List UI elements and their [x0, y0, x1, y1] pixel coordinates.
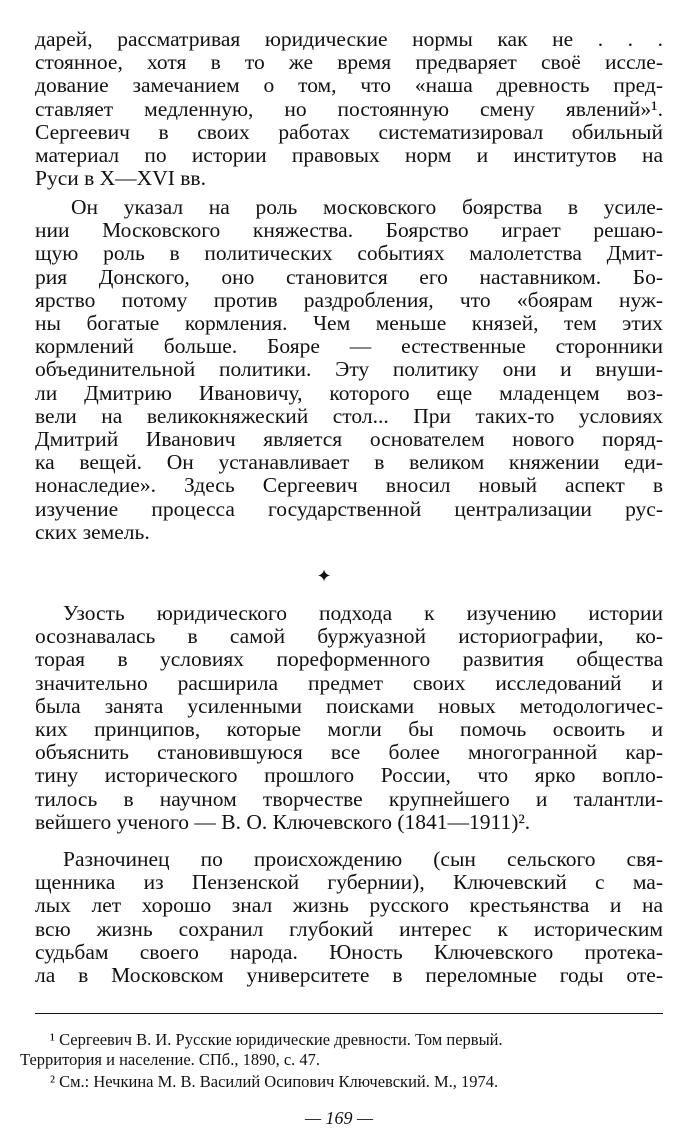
text-line: ких принципов, которые могли бы помочь освоить и — [35, 718, 663, 742]
text-line: ли Дмитрию Ивановичу, которого еще младенцем воз- — [35, 381, 663, 405]
text-line: ярство потому против раздробления, что «боярам нуж- — [35, 288, 663, 312]
text-line: щенника из Пензенской губернии), Ключевский с ма- — [35, 871, 663, 895]
text-line: рия Донского, оно становится его наставником. Бо- — [35, 265, 663, 289]
text-line: тину исторического прошлого России, что ярко вопло- — [35, 764, 663, 788]
text-line: Сергеевич в своих работах систематизировал обильный — [35, 120, 663, 144]
text-line: нонаследие». Здесь Сергеевич вносил новый аспект в — [35, 474, 663, 498]
footnote-divider — [35, 1013, 663, 1014]
text-line: всю жизнь сохранил глубокий интерес к историческим — [35, 917, 663, 941]
text-line: щую роль в политических событиях малолетства Дмит- — [35, 242, 663, 266]
text-line: нии Московского княжества. Боярство играет решаю- — [35, 219, 663, 243]
text-line: Разночинец по происхождению (сын сельского свя- — [63, 848, 663, 871]
text-line: дарей, рассматривая юридические нормы как не . . . — [35, 28, 663, 51]
text-line: кормлений больше. Бояре — естественные сторонники — [35, 335, 663, 359]
footnote-2 — [20, 1072, 663, 1092]
text-line: объяснить становившуюся все более многогранной кар- — [35, 741, 663, 765]
text-line: была занята усиленными поисками новых методологичес- — [35, 694, 663, 718]
text-line: вели на великокняжеский стол... При таких-то условиях — [35, 404, 663, 428]
text-line: ны богатые кормления. Чем меньше князей, тем этих — [35, 312, 663, 336]
paragraph-4 — [35, 848, 663, 987]
paragraph-2 — [35, 196, 663, 544]
paragraph-1 — [35, 28, 663, 190]
text-line: значительно расширила предмет своих исследований и — [35, 671, 663, 695]
text-line: Он указал на роль московского боярства в усиле- — [71, 196, 663, 219]
footnote-line: Территория и население. СПб., 1890, с. 47. — [20, 1050, 321, 1069]
text-line: ских земель. — [35, 520, 150, 544]
section-ornament: ✦ — [316, 566, 332, 586]
text-line: изучение процесса государственной централизации рус- — [35, 497, 663, 521]
text-line: Узость юридического подхода к изучению истории — [63, 602, 663, 625]
text-line: стоянное, хотя в то же время предваряет своё иссле- — [35, 51, 663, 75]
text-line: ла в Московском университете в переломные годы оте- — [35, 964, 663, 988]
text-line: ставляет медленную, но постоянную смену явлений»¹. — [35, 97, 663, 121]
text-line: ка вещей. Он устанавливает в великом княжении еди- — [35, 451, 663, 475]
footnote-1 — [20, 1030, 663, 1070]
text-line: судьбам своего народа. Юность Ключевского протека- — [35, 940, 663, 964]
text-line: материал по истории правовых норм и институтов на — [35, 144, 663, 168]
page-number: — 169 — — [304, 1108, 373, 1128]
text-line: торая в условиях пореформенного развития общества — [35, 648, 663, 672]
text-line: лых лет хорошо знал жизнь русского крестьянства и на — [35, 894, 663, 918]
footnote-line: ¹ Сергеевич В. И. Русские юридические древности. Том первый. — [50, 1030, 503, 1049]
text-line: тилось в научном творчестве крупнейшего и талантли- — [35, 787, 663, 811]
text-line: Дмитрий Иванович является основателем нового поряд- — [35, 428, 663, 452]
text-line: дование замечанием о том, что «наша древность пред- — [35, 74, 663, 98]
text-line: осознавалась в самой буржуазной историографии, ко- — [35, 625, 663, 649]
text-line: объединительной политики. Эту политику они и внуши- — [35, 358, 663, 382]
text-line: вейшего ученого — В. О. Ключевского (1841—1911)². — [35, 810, 531, 834]
paragraph-3 — [35, 602, 663, 834]
footnote-line: ² См.: Нечкина М. В. Василий Осипович Ключевский. М., 1974. — [50, 1072, 499, 1091]
text-line: Руси в X—XVI вв. — [35, 167, 206, 191]
